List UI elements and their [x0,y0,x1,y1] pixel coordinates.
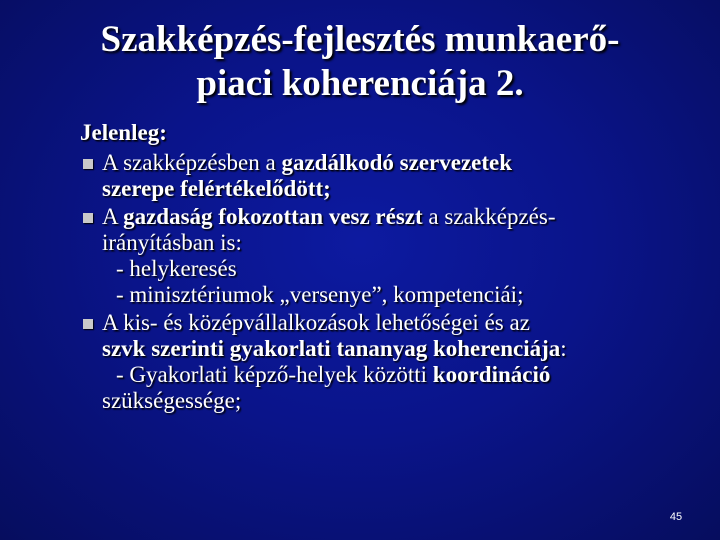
page-number: 45 [669,511,683,523]
bullet-2-subitem-2: - minisztériumok „versenye”, kompetenciái; [116,282,524,307]
bullet-2-bold: gazdaság fokozottan vesz részt [123,204,423,229]
slide-title [40,18,680,106]
square-bullet-icon [83,319,93,329]
square-bullet-icon [83,159,93,169]
bullet-item-2 [80,204,700,308]
bullet-3-subitem-bold: koordináció [432,362,551,387]
bullet-3-subitem-text: - Gyakorlati képző-helyek közötti [116,362,433,387]
bullet-3-bold: szvk szerinti gyakorlati tananyag koherenciája [102,336,561,361]
bullet-3-colon: : [560,336,567,361]
bullet-2-text: A [102,204,124,229]
bullet-2-text-cont: a szakképzés- [422,204,556,229]
square-bullet-icon [83,213,93,223]
slide-body [80,120,700,416]
bullet-item-3 [80,310,700,414]
bullet-2-subitem-1: - helykeresés [116,256,237,281]
bullet-3-subitem-1 [102,362,700,388]
bullet-1-text: A szakképzésben a [102,150,282,175]
bullet-3-text-last: szükségessége; [102,388,242,413]
bullet-3-text: A kis- és középvállalkozások lehetőségei és az [102,310,530,335]
bullet-item-1 [80,150,700,202]
bullet-2-text-line2: irányításban is: [102,230,242,255]
body-heading: Jelenleg: [80,120,167,145]
bullet-1-bold-cont: szerepe felértékelődött; [102,176,331,201]
title-line-2: piaci koherenciája 2. [196,63,524,104]
title-line-1: Szakképzés-fejlesztés munkaerő- [100,19,620,60]
bullet-1-bold: gazdálkodó szervezetek [281,150,513,175]
